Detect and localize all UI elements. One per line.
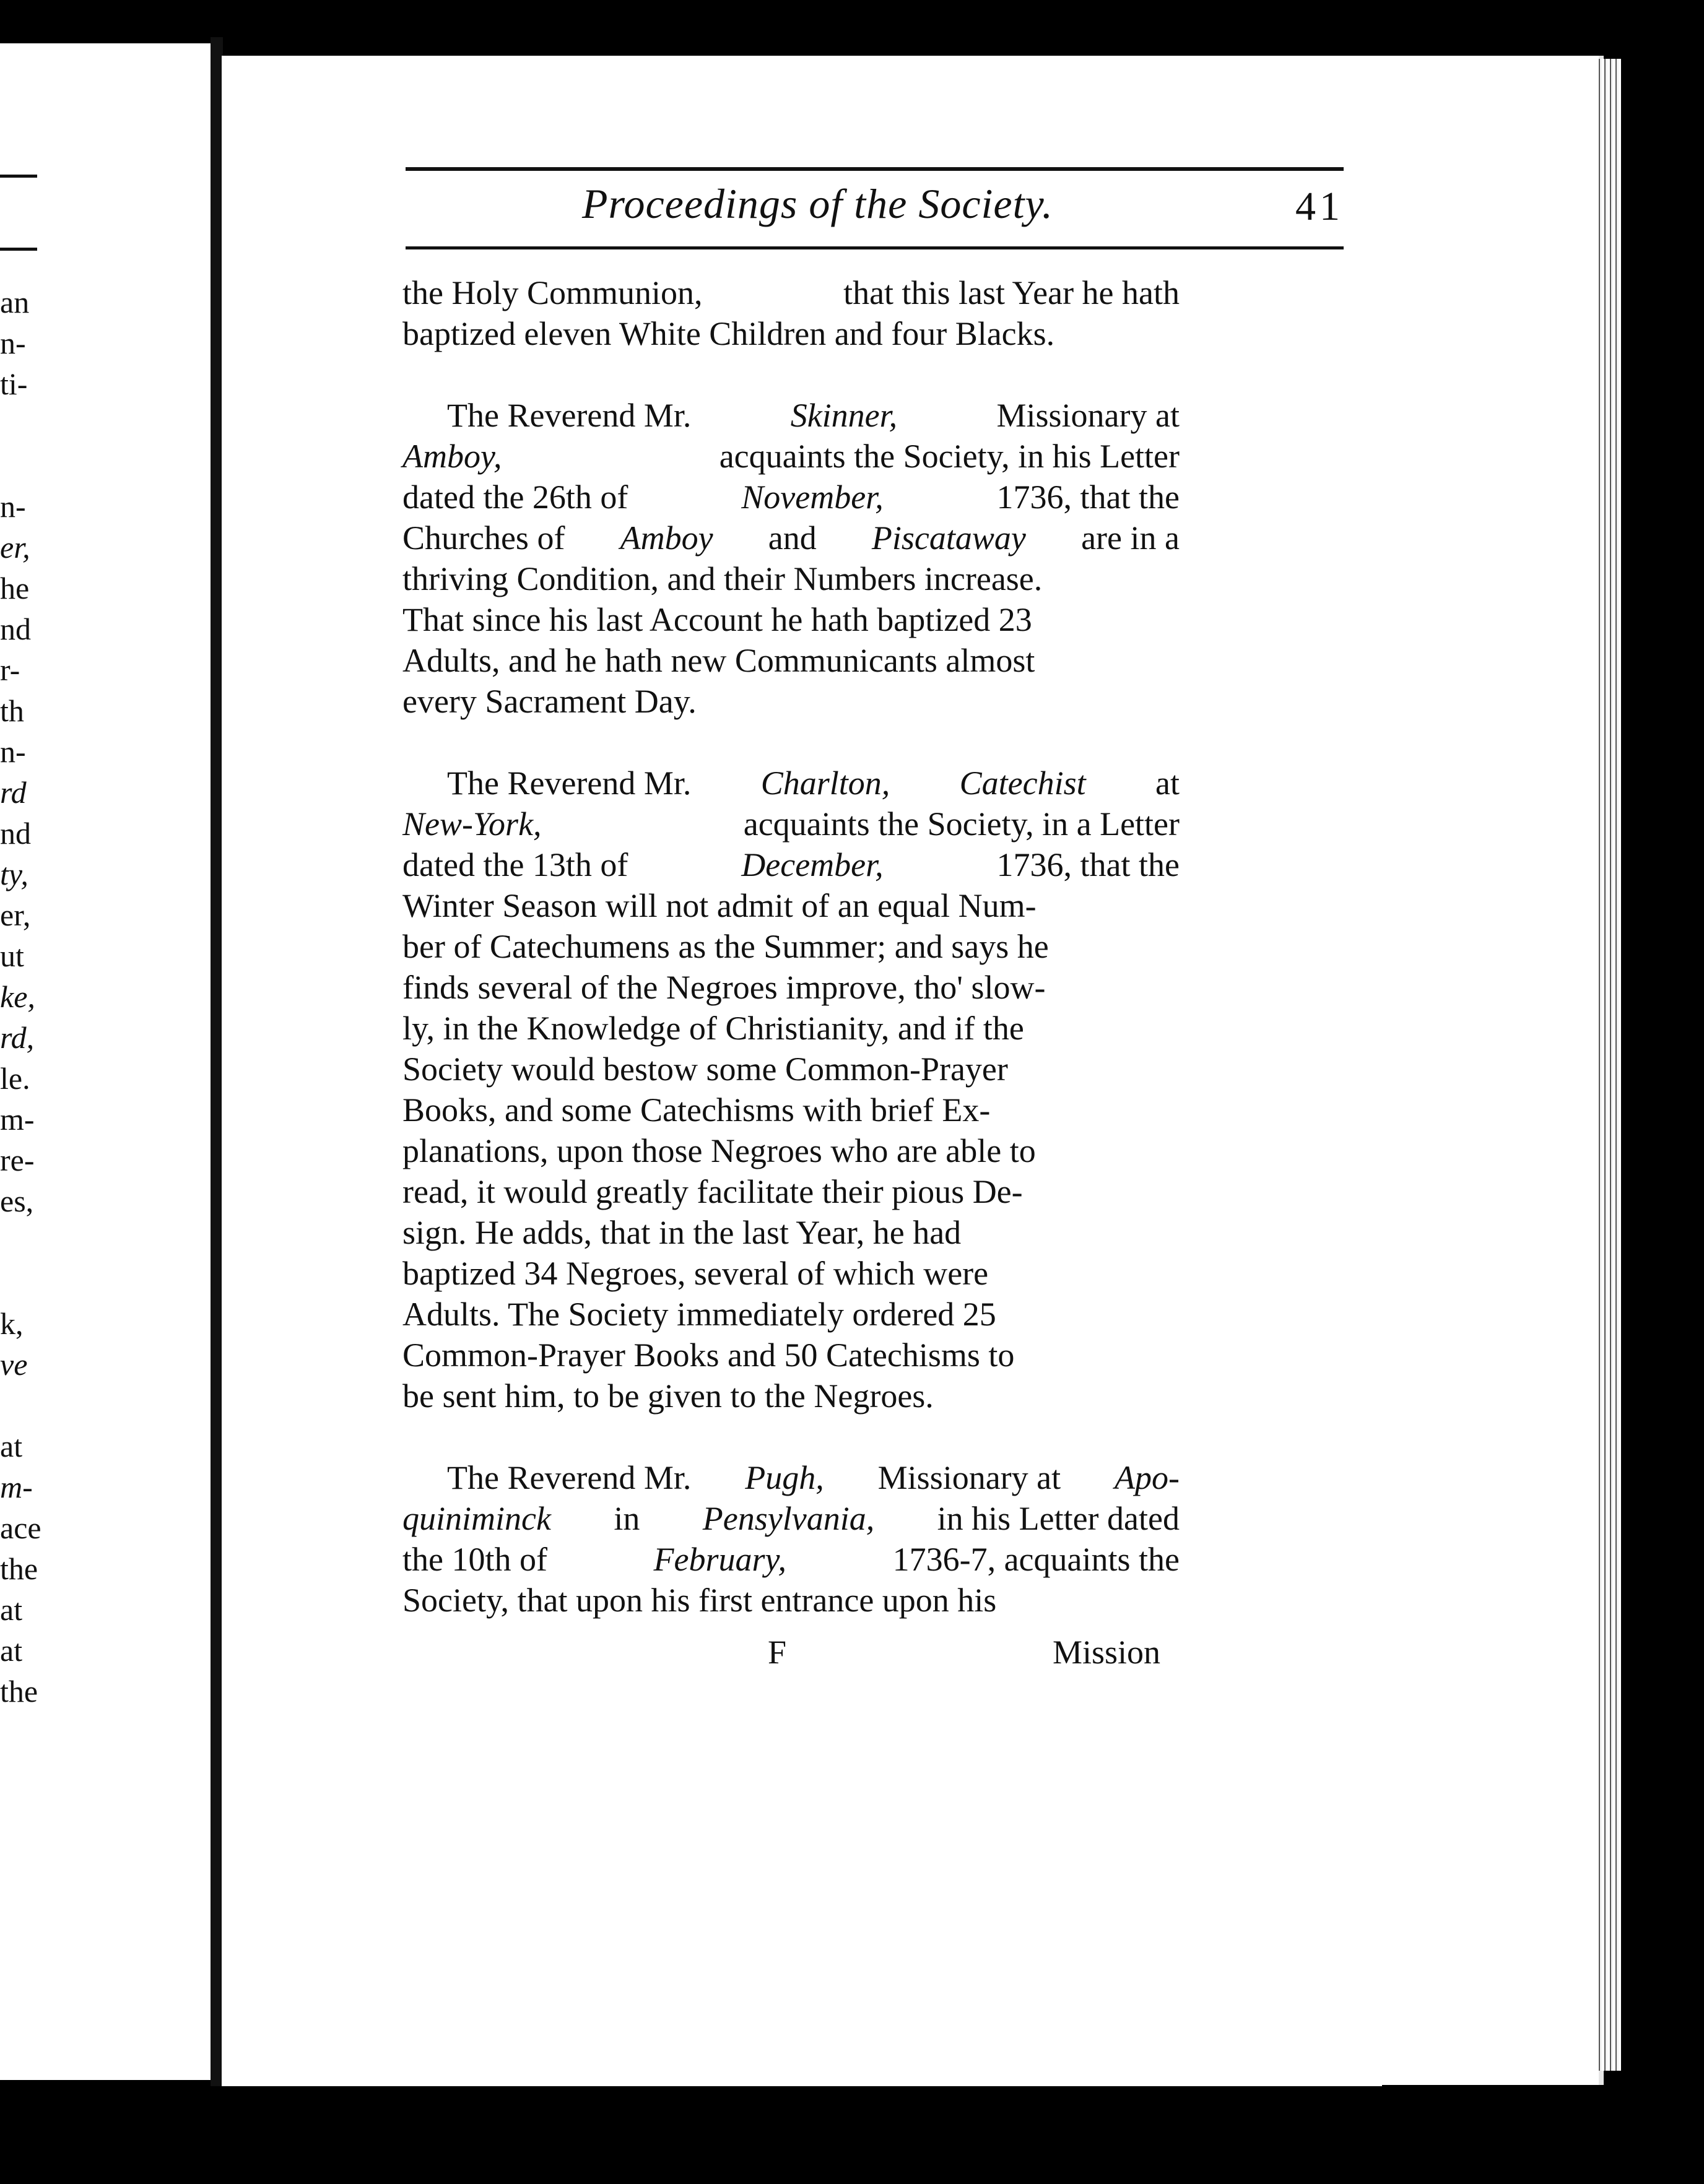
text-segment: Society would bestow some Common-Prayer <box>402 1051 1008 1088</box>
catchword: Mission <box>1053 1634 1161 1671</box>
text-line <box>402 518 1180 558</box>
facing-page-fragment: he <box>0 571 30 605</box>
text-line <box>402 477 1180 518</box>
text-segment: baptized eleven White Children and four Blacks. <box>402 315 1055 352</box>
facing-page-fragment: the <box>0 1551 38 1586</box>
facing-page-fragment: m- <box>0 1470 33 1504</box>
month-name: November, <box>741 479 884 516</box>
text-line <box>402 1539 1180 1580</box>
facing-page-header-rule <box>0 175 37 178</box>
place-name: quiniminck <box>402 1500 551 1537</box>
text-segment: Adults, and he hath new Communicants almost <box>402 642 1035 679</box>
place-name: Pensylvania, <box>702 1500 875 1537</box>
facing-page-fragment: at <box>0 1592 23 1627</box>
page-edges <box>1596 59 1621 2071</box>
facing-page-fragment: at <box>0 1633 23 1668</box>
facing-page-fragment: m- <box>0 1102 35 1137</box>
text-segment: planations, upon those Negroes who are able to <box>402 1132 1036 1169</box>
text-segment: The Reverend Mr. <box>447 765 692 802</box>
text-segment: in <box>614 1500 640 1537</box>
text-segment: baptized 34 Negroes, several of which were <box>402 1255 989 1292</box>
text-segment: thriving Condition, and their Numbers increase. <box>402 560 1043 597</box>
text-line <box>402 1212 1180 1253</box>
facing-page-fragment: ti- <box>0 366 28 401</box>
place-name: New-York, <box>402 805 542 843</box>
text-line <box>402 1253 1180 1294</box>
text-segment: at <box>1155 765 1180 802</box>
facing-page-fragment: rd, <box>0 1020 35 1055</box>
text-segment: Missionary at <box>877 1459 1061 1496</box>
scan-background-corner <box>1382 2085 1704 2184</box>
text-line <box>402 1008 1180 1049</box>
text-segment: 1736, that the <box>996 846 1180 883</box>
running-header <box>406 167 1344 254</box>
facing-page-fragment: es, <box>0 1184 34 1218</box>
facing-page-fragment: ve <box>0 1347 28 1382</box>
text-line <box>402 967 1180 1008</box>
text-line <box>402 1457 1180 1498</box>
month-name: December, <box>741 846 884 883</box>
book-gutter <box>211 37 223 2086</box>
facing-page-fragment: ut <box>0 938 24 973</box>
text-line <box>402 436 1180 477</box>
month-name: February, <box>653 1541 787 1578</box>
text-line <box>402 1171 1180 1212</box>
text-segment: read, it would greatly facilitate their pious De- <box>402 1173 1023 1210</box>
text-segment: finds several of the Negroes improve, tho' slow- <box>402 969 1046 1006</box>
text-segment: dated the 13th of <box>402 846 628 883</box>
text-segment: sign. He adds, that in the last Year, he had <box>402 1214 962 1251</box>
running-title: Proceedings of the Society. <box>582 180 1053 227</box>
text-segment: dated the 26th of <box>402 479 628 516</box>
text-line <box>402 272 1180 313</box>
text-segment: Society, that upon his first entrance upon his <box>402 1582 997 1619</box>
place-name: Amboy <box>620 519 713 557</box>
text-line <box>402 1090 1180 1130</box>
facing-page-fragment: er, <box>0 530 30 565</box>
text-segment: acquaints the Society, in a Letter <box>743 805 1180 843</box>
facing-page-left <box>0 43 212 2080</box>
page-number: 41 <box>1295 184 1344 229</box>
header-rule-top <box>406 167 1344 171</box>
text-segment: are in a <box>1081 519 1180 557</box>
text-line <box>402 599 1180 640</box>
text-segment: be sent him, to be given to the Negroes. <box>402 1377 934 1415</box>
text-line <box>402 1376 1180 1416</box>
text-segment: The Reverend Mr. <box>447 1459 692 1496</box>
text-segment: and <box>768 519 817 557</box>
text-line <box>402 681 1180 722</box>
place-name: Apo- <box>1115 1459 1180 1496</box>
facing-page-fragment: nd <box>0 816 31 851</box>
text-line <box>402 1294 1180 1335</box>
facing-page-fragment: er, <box>0 898 31 932</box>
facing-page-fragment: an <box>0 285 30 319</box>
text-line <box>402 844 1180 885</box>
place-name: Piscataway <box>871 519 1026 557</box>
person-name: Charlton, <box>760 765 890 802</box>
facing-page-fragment: n- <box>0 489 26 524</box>
facing-page-fragment: ace <box>0 1510 41 1545</box>
text-segment: the Holy Communion, <box>402 274 703 311</box>
office-title: Catechist <box>959 765 1086 802</box>
signature-mark: F <box>768 1634 787 1671</box>
text-line <box>402 1335 1180 1376</box>
text-segment: Churches of <box>402 519 565 557</box>
body-text <box>402 272 1180 1621</box>
text-segment: That since his last Account he hath baptized 23 <box>402 601 1032 638</box>
facing-page-fragment: re- <box>0 1143 35 1177</box>
text-segment: Missionary at <box>996 397 1180 434</box>
facing-page-fragment: ke, <box>0 979 35 1014</box>
text-segment: that this last Year he hath <box>843 274 1180 311</box>
text-segment: the 10th of <box>402 1541 547 1578</box>
place-name: Amboy, <box>402 438 502 475</box>
text-line <box>402 1498 1180 1539</box>
header-rule-bottom <box>406 246 1344 249</box>
text-line <box>402 640 1180 681</box>
text-segment: acquaints the Society, in his Letter <box>719 438 1180 475</box>
text-line <box>402 1130 1180 1171</box>
text-segment: ly, in the Knowledge of Christianity, and if the <box>402 1010 1024 1047</box>
facing-page-fragment: r- <box>0 652 20 687</box>
facing-page-header-rule <box>0 248 37 251</box>
facing-page-fragment: th <box>0 693 24 728</box>
text-segment: Winter Season will not admit of an equal Num- <box>402 887 1037 924</box>
text-segment: in his Letter dated <box>937 1500 1180 1537</box>
text-segment: 1736, that the <box>996 479 1180 516</box>
text-line <box>402 885 1180 926</box>
text-segment: Common-Prayer Books and 50 Catechisms to <box>402 1337 1015 1374</box>
text-segment: The Reverend Mr. <box>447 397 692 434</box>
text-line <box>402 763 1180 804</box>
text-segment: 1736-7, acquaints the <box>892 1541 1180 1578</box>
text-line <box>402 395 1180 436</box>
text-line <box>402 313 1180 354</box>
text-line <box>402 558 1180 599</box>
facing-page-fragment: rd <box>0 775 27 810</box>
facing-page-fragment: at <box>0 1429 23 1463</box>
text-segment: Adults. The Society immediately ordered 25 <box>402 1296 996 1333</box>
facing-page-fragment: the <box>0 1674 38 1709</box>
facing-page-fragment: n- <box>0 326 26 360</box>
text-line <box>402 804 1180 844</box>
facing-page-fragment: nd <box>0 612 31 646</box>
text-segment: every Sacrament Day. <box>402 683 697 720</box>
person-name: Pugh, <box>745 1459 824 1496</box>
text-line <box>402 926 1180 967</box>
facing-page-fragment: n- <box>0 734 26 769</box>
text-segment: ber of Catechumens as the Summer; and says he <box>402 928 1049 965</box>
text-line <box>402 1049 1180 1090</box>
text-line <box>402 1580 1180 1621</box>
person-name: Skinner, <box>790 397 898 434</box>
facing-page-fragment: ty, <box>0 857 28 891</box>
text-segment: Books, and some Catechisms with brief Ex- <box>402 1091 991 1129</box>
facing-page-fragment: k, <box>0 1306 24 1341</box>
facing-page-fragment: le. <box>0 1061 30 1096</box>
